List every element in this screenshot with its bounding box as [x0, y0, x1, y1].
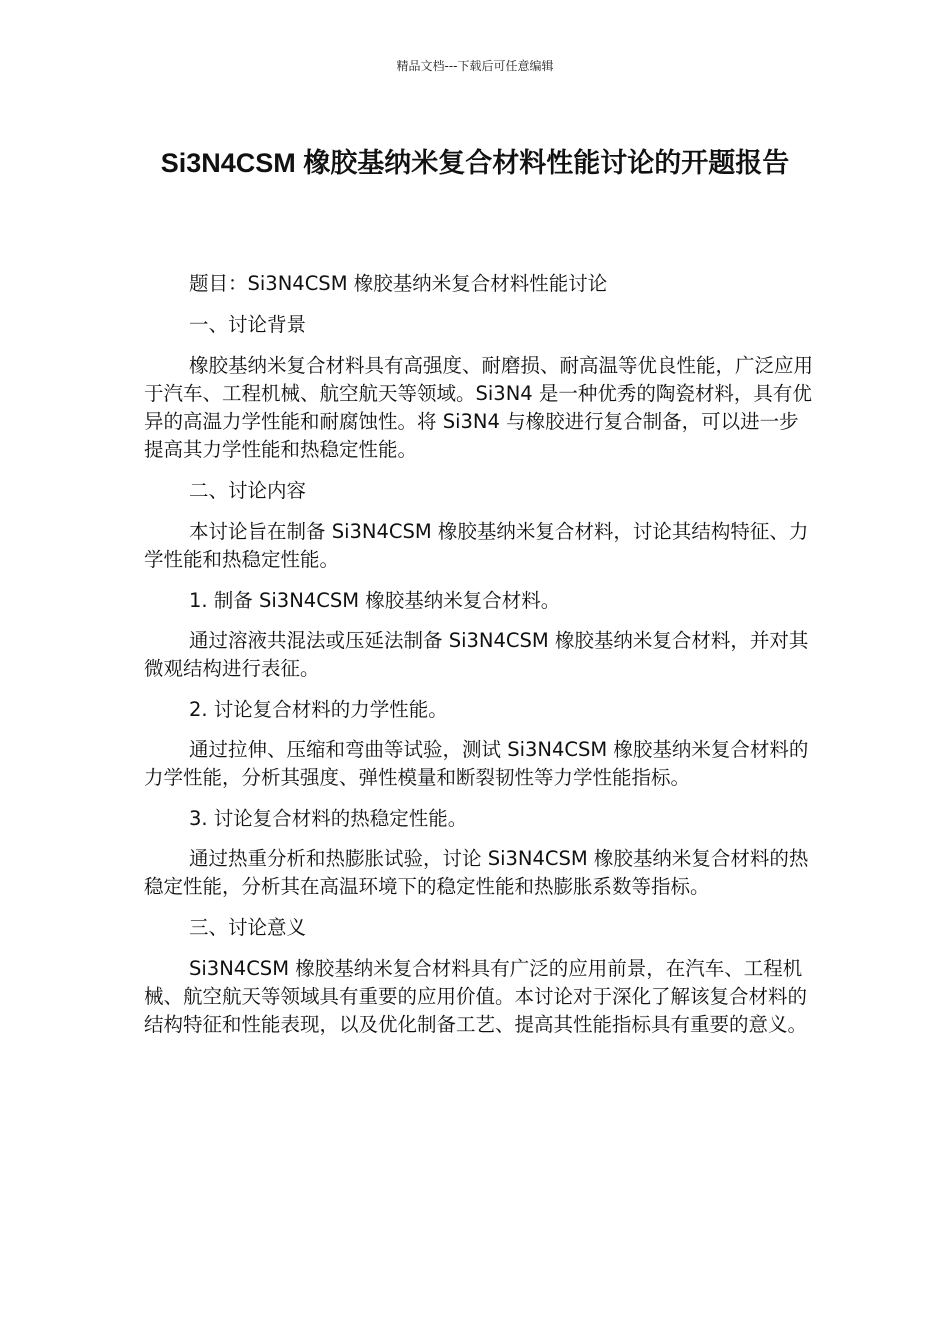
- document-body: [144, 270, 814, 1052]
- section-heading-content: 二、讨论内容: [189, 479, 307, 502]
- item-3-heading: 3. 讨论复合材料的热稳定性能。: [189, 807, 468, 830]
- item-2-paragraph: 通过拉伸、压缩和弯曲等试验，测试 Si3N4CSM 橡胶基纳米复合材料的力学性能，分析其强度、弹性模量和断裂韧性等力学性能指标。: [144, 738, 809, 789]
- section-heading-significance: 三、讨论意义: [189, 916, 307, 939]
- item-3-paragraph: 通过热重分析和热膨胀试验，讨论 Si3N4CSM 橡胶基纳米复合材料的热稳定性能，分析其在高温环境下的稳定性能和热膨胀系数等指标。: [144, 847, 809, 898]
- item-1-paragraph: 通过溶液共混法或压延法制备 Si3N4CSM 橡胶基纳米复合材料，并对其微观结构进行表征。: [144, 629, 809, 680]
- section-heading-background: 一、讨论背景: [189, 313, 307, 336]
- background-paragraph: 橡胶基纳米复合材料具有高强度、耐磨损、耐高温等优良性能，广泛应用于汽车、工程机械、航空航天等领域。Si3N4 是一种优秀的陶瓷材料，具有优异的高温力学性能和耐腐蚀性。将 Si3N4 与橡胶进行复合制备，可以进一步提高其力学性能和热稳定性能。: [144, 354, 814, 461]
- page-header: 精品文档---下载后可任意编辑: [396, 59, 554, 73]
- document-title: Si3N4CSM 橡胶基纳米复合材料性能讨论的开题报告: [160, 148, 790, 178]
- item-2-heading: 2. 讨论复合材料的力学性能。: [189, 698, 448, 721]
- significance-paragraph: Si3N4CSM 橡胶基纳米复合材料具有广泛的应用前景，在汽车、工程机械、航空航天等领域具有重要的应用价值。本讨论对于深化了解该复合材料的结构特征和性能表现，以及优化制备工艺、提高其性能指标具有重要的意义。: [144, 957, 808, 1036]
- topic-line: 题目：Si3N4CSM 橡胶基纳米复合材料性能讨论: [189, 272, 608, 295]
- content-intro-paragraph: 本讨论旨在制备 Si3N4CSM 橡胶基纳米复合材料，讨论其结构特征、力学性能和热稳定性能。: [144, 520, 809, 571]
- item-1-heading: 1. 制备 Si3N4CSM 橡胶基纳米复合材料。: [189, 589, 561, 612]
